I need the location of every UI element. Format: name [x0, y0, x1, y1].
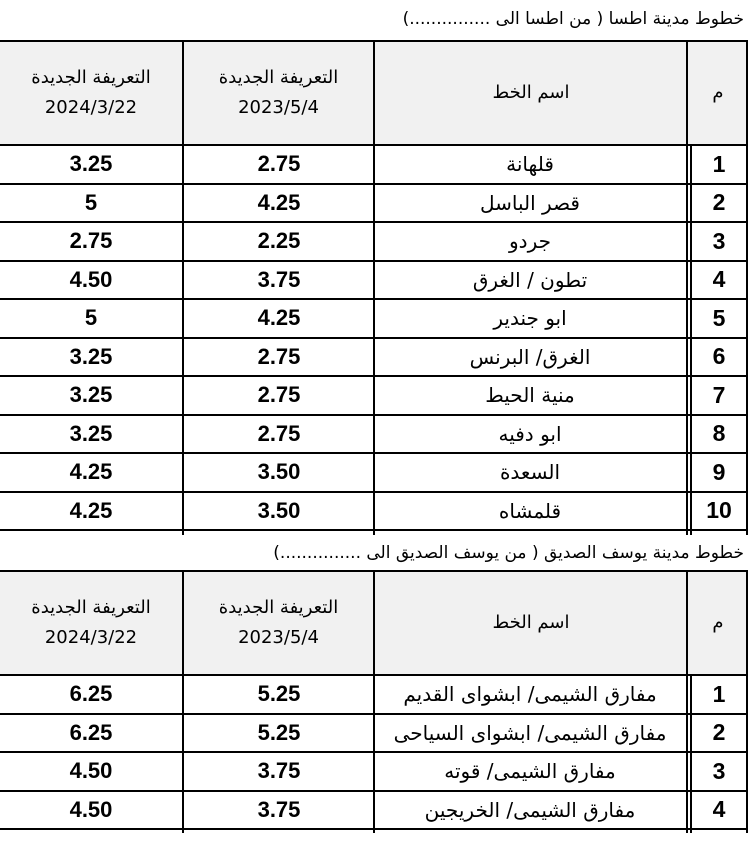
row-number-cell: 5: [712, 304, 726, 331]
tariff-2024-cell: 4.25: [69, 497, 113, 523]
tariff-2024-cell: 3.25: [69, 343, 113, 369]
column-divider: [746, 40, 748, 535]
line-name-cell: تطون / الغرق: [472, 267, 588, 292]
column-divider: [182, 570, 184, 833]
header-tariff-2024-date: 2024/3/22: [44, 627, 138, 648]
line-name-cell: قصر الباسل: [480, 190, 580, 215]
tariff-2023-cell: 3.75: [257, 796, 301, 822]
line-name-cell: مفارق الشيمى/ ابشواى السياحى: [393, 720, 667, 745]
line-name-cell: الغرق/ البرنس: [469, 344, 591, 369]
row-number-cell: 3: [712, 757, 726, 784]
line-name-cell: قلمشاه: [498, 498, 562, 523]
header-tariff-2023-label: التعريفة الجديدة: [218, 597, 339, 618]
tariff-2024-cell: 6.25: [69, 681, 113, 707]
row-number-cell: 8: [712, 420, 726, 447]
column-divider: [686, 40, 688, 535]
tariff-2023-cell: 4.25: [257, 189, 301, 215]
tariff-2023-cell: 2.25: [257, 228, 301, 254]
column-divider: [686, 570, 688, 833]
header-tariff-2023: [183, 42, 374, 144]
tariff-2023-cell: 2.75: [257, 382, 301, 408]
section-title-atsa: خطوط مدينة اطسا ( من اطسا الى ...............): [402, 9, 744, 29]
tariff-2023-cell: 4.25: [257, 305, 301, 331]
tariff-table-yousef-elsedeek: [0, 570, 748, 833]
tariff-2024-cell: 6.25: [69, 719, 113, 745]
line-name-cell: جردو: [509, 229, 551, 254]
tariff-2024-cell: 4.25: [69, 459, 113, 485]
tariff-2023-cell: 3.75: [257, 266, 301, 292]
line-name-cell: مفارق الشيمى/ ابشواى القديم: [403, 682, 657, 707]
header-tariff-2024: [0, 42, 182, 144]
column-divider: [690, 676, 692, 833]
header-line-name-label: اسم الخط: [492, 612, 570, 633]
row-number-cell: 6: [712, 343, 726, 370]
header-tariff-2024-label: التعريفة الجديدة: [31, 67, 151, 88]
column-divider: [690, 146, 692, 535]
header-number: [688, 42, 748, 144]
header-tariff-2023-date: 2023/5/4: [238, 627, 319, 648]
header-line-name: [375, 42, 687, 144]
row-number-cell: 10: [706, 497, 732, 524]
row-number-cell: 7: [712, 381, 726, 408]
tariff-2024-cell: 4.50: [69, 758, 113, 784]
header-number: [688, 572, 748, 674]
tariff-2024-cell: 4.50: [69, 796, 113, 822]
tariff-2024-cell: 5: [84, 189, 98, 215]
header-line-name-label: اسم الخط: [492, 82, 570, 103]
line-name-cell: منية الحيط: [485, 383, 575, 408]
line-name-cell: ابو جندير: [493, 306, 567, 331]
tariff-2024-cell: 4.50: [69, 266, 113, 292]
column-divider: [373, 40, 375, 535]
tariff-2023-cell: 3.75: [257, 758, 301, 784]
tariff-table-atsa: [0, 40, 748, 535]
column-divider: [746, 570, 748, 833]
tariff-2023-cell: 3.50: [257, 497, 301, 523]
tariff-2023-cell: 5.25: [257, 681, 301, 707]
header-tariff-2023: [183, 572, 374, 674]
header-tariff-2023-label: التعريفة الجديدة: [218, 67, 339, 88]
header-number-label: م: [712, 82, 724, 103]
row-number-cell: 2: [712, 189, 726, 216]
column-divider: [182, 40, 184, 535]
row-number-cell: 2: [712, 719, 726, 746]
row-number-cell: 4: [712, 796, 726, 823]
header-line-name: [375, 572, 687, 674]
section-title-yousef-elsedeek: خطوط مدينة يوسف الصديق ( من يوسف الصديق الى ...............): [273, 543, 744, 563]
line-name-cell: السعدة: [499, 460, 561, 485]
line-name-cell: مفارق الشيمى/ قوته: [444, 759, 616, 784]
line-name-cell: قلهانة: [506, 152, 554, 177]
tariff-2023-cell: 2.75: [257, 420, 301, 446]
tariff-2023-cell: 2.75: [257, 151, 301, 177]
tariff-2024-cell: 3.25: [69, 420, 113, 446]
tariff-2023-cell: 5.25: [257, 719, 301, 745]
tariff-2024-cell: 3.25: [69, 382, 113, 408]
tariff-2024-cell: 3.25: [69, 151, 113, 177]
header-tariff-2024-date: 2024/3/22: [44, 97, 138, 118]
row-number-cell: 9: [712, 458, 726, 485]
tariff-2024-cell: 5: [84, 305, 98, 331]
tariff-2023-cell: 2.75: [257, 343, 301, 369]
tariff-2024-cell: 2.75: [69, 228, 113, 254]
column-divider: [373, 570, 375, 833]
line-name-cell: مفارق الشيمى/ الخريجين: [424, 797, 636, 822]
header-number-label: م: [712, 612, 724, 633]
header-tariff-2023-date: 2023/5/4: [238, 97, 319, 118]
row-number-cell: 4: [712, 266, 726, 293]
row-number-cell: 3: [712, 227, 726, 254]
line-name-cell: ابو دفيه: [498, 421, 562, 446]
header-tariff-2024: [0, 572, 182, 674]
tariff-2023-cell: 3.50: [257, 459, 301, 485]
header-tariff-2024-label: التعريفة الجديدة: [31, 597, 151, 618]
row-number-cell: 1: [712, 680, 726, 707]
row-number-cell: 1: [712, 150, 726, 177]
